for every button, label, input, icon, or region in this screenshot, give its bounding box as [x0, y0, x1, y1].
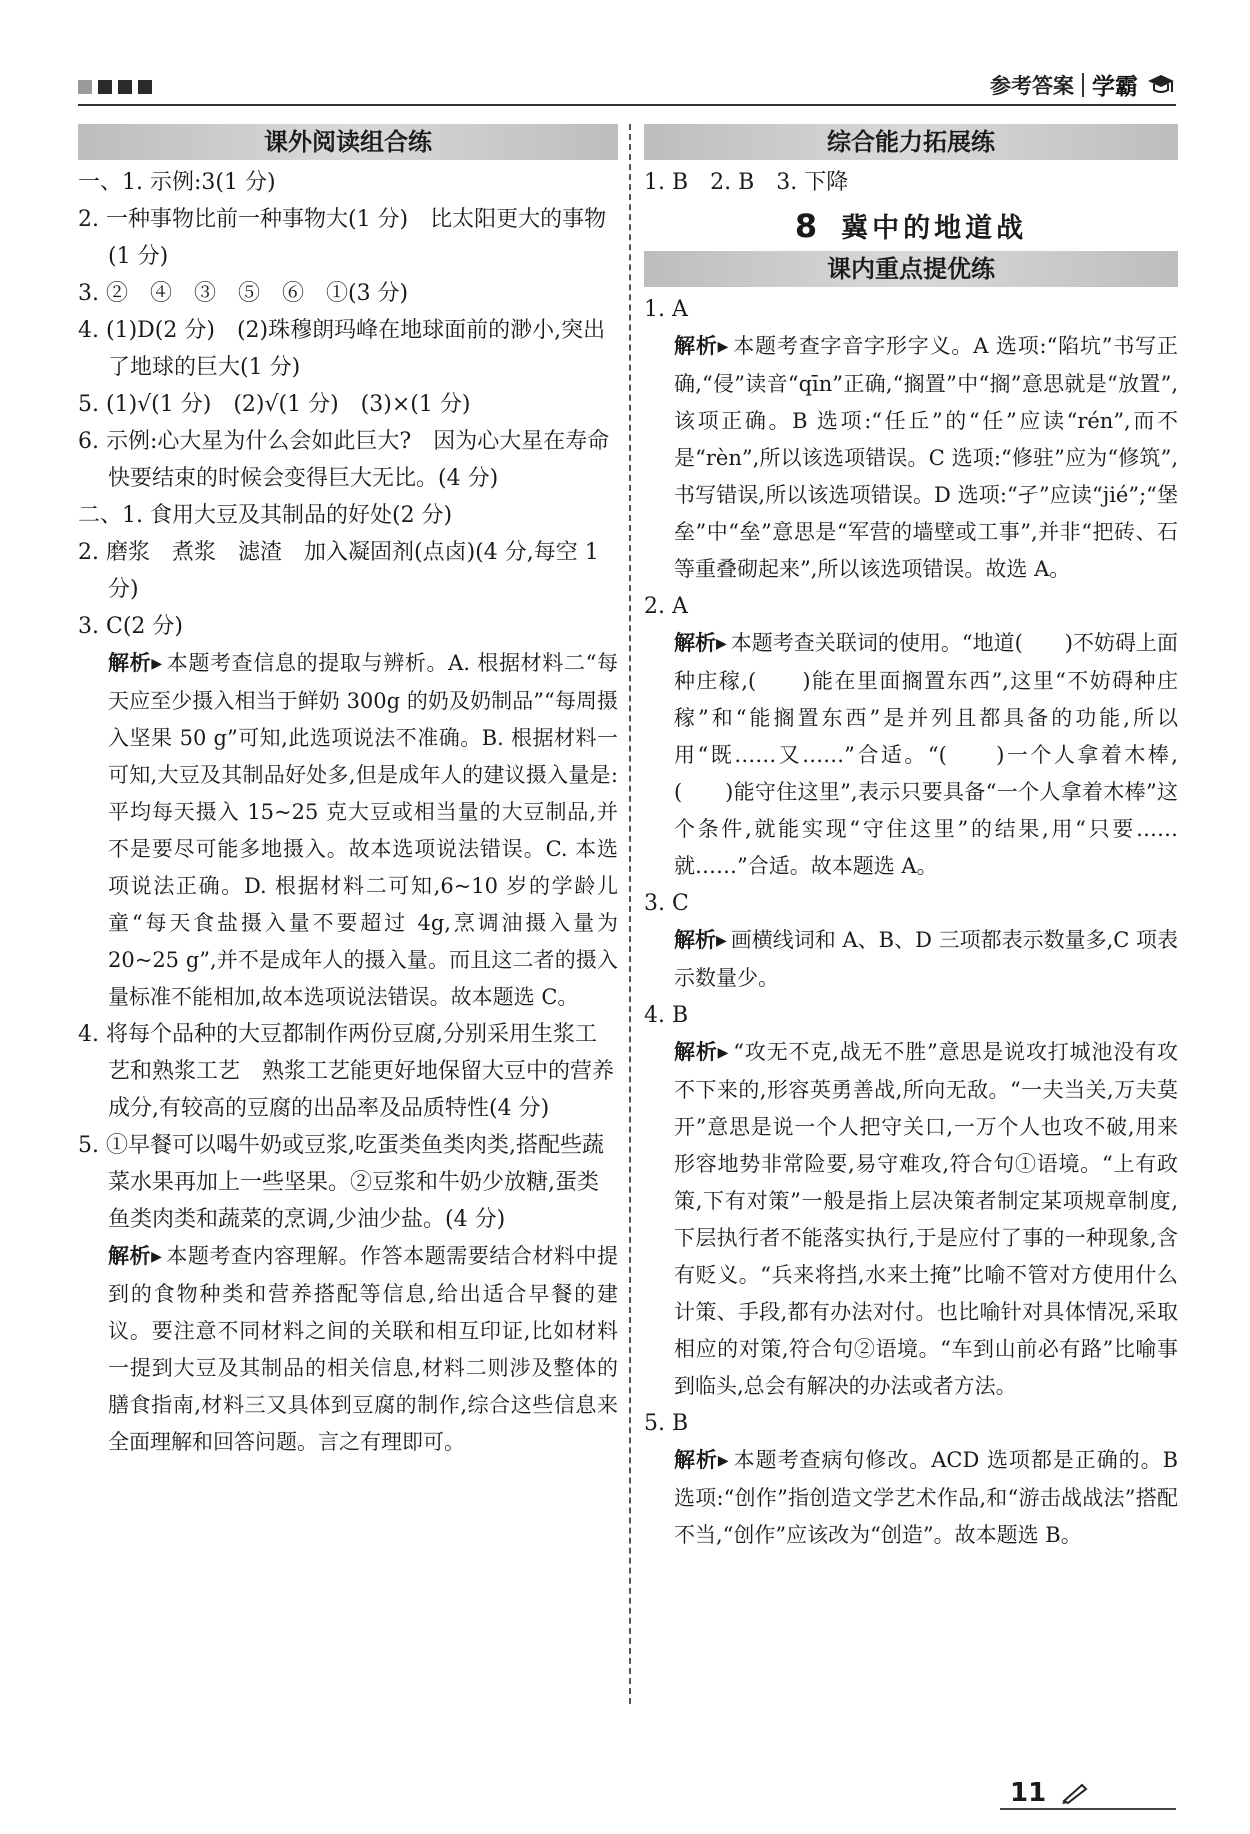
analysis-text: 本题考查关联词的使用。“地道( )不妨碍上面种庄稼,( )能在里面搁置东西”,这里“不妨碍种庄稼”和“能搁置东西”是并列且都具备的功能,所以用“既……又……”合适。“( )一个人拿着木棒,( )能守住这里”,表示只要具备“一个人拿着木棒”这个条件,就能实现“守住这里”的结果,用“只要……就……”合适。故本题选 A。	[674, 631, 1178, 878]
answer-line: 1. A	[644, 297, 688, 322]
analysis-text: 画横线词和 A、B、D 三项都表示数量多,C 项表示数量少。	[674, 928, 1179, 990]
analysis-label: 解析	[108, 651, 152, 675]
analysis-block	[644, 328, 1178, 588]
analysis-block	[644, 1034, 1178, 1405]
lesson-number: 8	[794, 207, 822, 245]
section-heading-key-points: 课内重点提优练	[644, 251, 1178, 287]
triangle-icon: ▶	[716, 933, 727, 949]
answer-line: 1. B 2. B 3. 下降	[644, 170, 849, 195]
header-right	[990, 68, 1176, 101]
answer-line: 5. B	[644, 1411, 689, 1436]
answer-line: 3. C(2 分)	[78, 614, 183, 639]
pencil-icon	[1060, 1781, 1090, 1805]
header-separator	[1082, 73, 1084, 97]
triangle-icon: ▶	[716, 636, 727, 652]
answer-line: 3. C	[644, 891, 689, 916]
triangle-icon: ▶	[717, 339, 730, 355]
left-column	[78, 124, 618, 1461]
header-rule	[78, 104, 1176, 106]
answer-line: 3. ② ④ ③ ⑤ ⑥ ①(3 分)	[78, 281, 409, 306]
header-decoration	[78, 80, 152, 94]
page-header	[78, 72, 1176, 102]
analysis-block	[78, 645, 618, 1016]
analysis-label: 解析	[674, 631, 717, 655]
answer-line: 一、1. 示例:3(1 分)	[78, 170, 276, 195]
answer-line: 2. A	[644, 594, 688, 619]
triangle-icon: ▶	[717, 1453, 730, 1469]
answer-line: 6. 示例:心大星为什么会如此巨大? 因为心大星在寿命快要结束的时候会变得巨大无比。(4 分)	[78, 429, 610, 491]
analysis-text: 本题考查病句修改。ACD 选项都是正确的。B 选项:“创作”指创造文学艺术作品,和“游击战战法”搭配不当,“创作”应该改为“创造”。故本题选 B。	[674, 1448, 1179, 1547]
triangle-icon: ▶	[717, 1045, 730, 1061]
page-number: 11	[1010, 1778, 1047, 1808]
section-heading-extension: 综合能力拓展练	[644, 124, 1178, 160]
graduation-cap-icon	[1146, 72, 1176, 98]
analysis-block	[644, 922, 1178, 997]
triangle-icon: ▶	[151, 656, 163, 672]
analysis-block	[644, 625, 1178, 885]
analysis-label: 解析	[674, 1040, 718, 1064]
answer-line: 5. ①早餐可以喝牛奶或豆浆,吃蛋类鱼类肉类,搭配些蔬菜水果再加上一些坚果。②豆浆和牛奶少放糖,蛋类鱼类肉类和蔬菜的烹调,少油少盐。(4 分)	[78, 1133, 604, 1232]
section-heading-reading: 课外阅读组合练	[78, 124, 618, 160]
page-footer	[1010, 1778, 1090, 1808]
answer-line: 4. B	[644, 1003, 689, 1028]
footer-rule	[1000, 1808, 1176, 1810]
analysis-label: 解析	[674, 1448, 718, 1472]
analysis-label: 解析	[108, 1244, 152, 1268]
answer-line: 二、1. 食用大豆及其制品的好处(2 分)	[78, 503, 453, 528]
lesson-name: 冀中的地道战	[841, 213, 1028, 244]
header-brand: 学霸	[1092, 74, 1138, 100]
analysis-text: 本题考查信息的提取与辨析。A. 根据材料二“每天应至少摄入相当于鲜奶 300g 的奶及奶制品”“每周摄入坚果 50 g”可知,此选项说法不准确。B. 根据材料一可知,大豆及其制品好处多,但是成年人的建议摄入量是:平均每天摄入 15~25 克大豆或相当量的大豆制品,并不是要尽可能多地摄入。故本选项说法错误。C. 本选项说法正确。D. 根据材料二可知,6~10 岁的学龄儿童“每天食盐摄入量不要超过 4g,烹调油摄入量为 20~25 g”,并不是成年人的摄入量。而且这二者的摄入量标准不能相加,故本选项说法错误。故本题选 C。	[108, 651, 618, 1009]
analysis-text: 本题考查字音字形字义。A 选项:“陷坑”书写正确,“侵”读音“qīn”正确,“搁置”中“搁”意思就是“放置”,该项正确。B 选项:“任丘”的“任”应读“rén”,而不是“rèn”,所以该选项错误。C 选项:“修驻”应为“修筑”,书写错误,所以该选项错误。D 选项:“孑”应读“jié”;“堡垒”中“垒”意思是“军营的墙壁或工事”,并非“把砖、石等重叠砌起来”,所以该选项错误。故选 A。	[674, 334, 1178, 581]
analysis-block	[78, 1238, 618, 1461]
header-section: 参考答案	[990, 73, 1074, 98]
analysis-label: 解析	[674, 334, 718, 358]
analysis-label: 解析	[674, 928, 717, 952]
triangle-icon: ▶	[151, 1249, 163, 1265]
analysis-text: 本题考查内容理解。作答本题需要结合材料中提到的食物种类和营养搭配等信息,给出适合早餐的建议。要注意不同材料之间的关联和相互印证,比如材料一提到大豆及其制品的相关信息,材料二则涉及整体的膳食指南,材料三又具体到豆腐的制作,综合这些信息来全面理解和回答问题。言之有理即可。	[108, 1244, 618, 1454]
answer-line: 5. (1)√(1 分) (2)√(1 分) (3)×(1 分)	[78, 392, 471, 417]
answer-line: 2. 磨浆 煮浆 滤渣 加入凝固剂(点卤)(4 分,每空 1 分)	[78, 540, 599, 602]
analysis-block	[644, 1442, 1178, 1554]
answer-line: 2. 一种事物比前一种事物大(1 分) 比太阳更大的事物(1 分)	[78, 207, 607, 269]
analysis-text: “攻无不克,战无不胜”意思是说攻打城池没有攻不下来的,形容英勇善战,所向无敌。“一夫当关,万夫莫开”意思是说一个人把守关口,一万个人也攻不破,用来形容地势非常险要,易守难攻,符合句①语境。“上有政策,下有对策”一般是指上层决策者制定某项规章制度,下层执行者不能落实执行,于是应付了事的一种现象,含有贬义。“兵来将挡,水来土掩”比喻不管对方使用什么计策、手段,都有办法对付。也比喻针对具体情况,采取相应的对策,符合句②语境。“车到山前必有路”比喻事到临头,总会有解决的办法或者方法。	[674, 1040, 1178, 1398]
answer-line: 4. 将每个品种的大豆都制作两份豆腐,分别采用生浆工艺和熟浆工艺 熟浆工艺能更好地保留大豆中的营养成分,有较高的豆腐的出品率及品质特性(4 分)	[78, 1022, 615, 1121]
lesson-title	[644, 201, 1178, 251]
column-divider	[629, 124, 631, 1704]
right-column	[644, 124, 1178, 1554]
answer-line: 4. (1)D(2 分) (2)珠穆朗玛峰在地球面前的渺小,突出了地球的巨大(1 分)	[78, 318, 606, 380]
